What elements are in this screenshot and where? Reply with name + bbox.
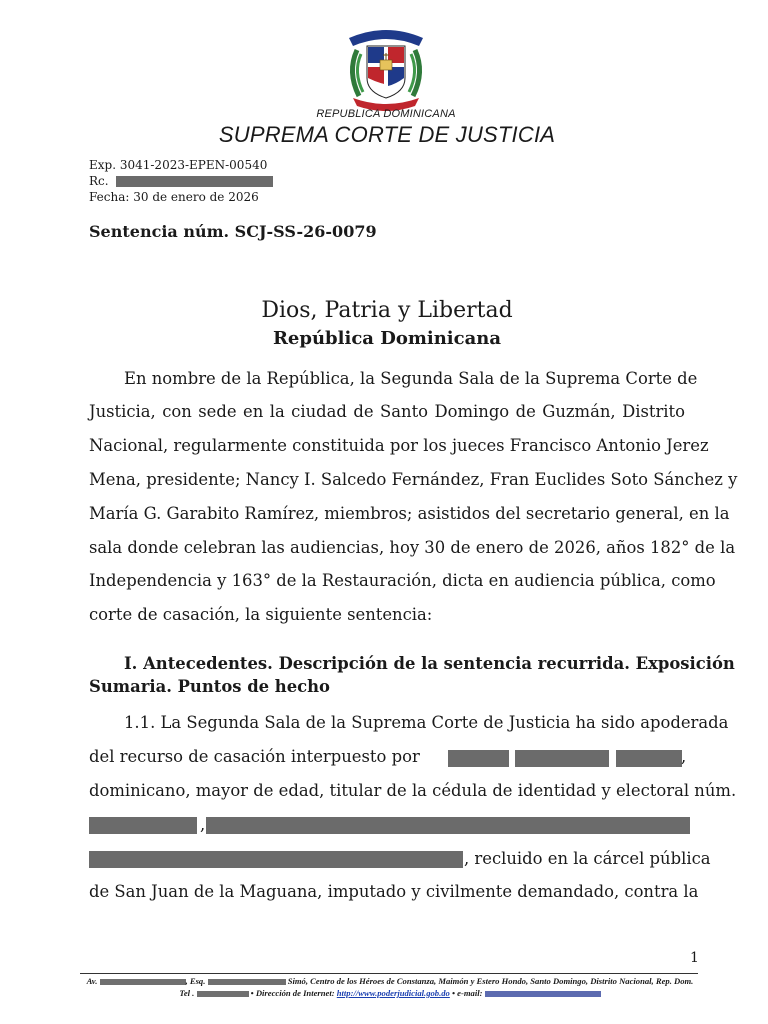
section-heading-cont: Sumaria. Puntos de hecho — [89, 677, 330, 696]
redacted-block — [197, 991, 249, 997]
paragraph-line: En nombre de la República, la Segunda Sala de la Suprema Corte de — [124, 369, 698, 388]
sentencia-number: Sentencia núm. SCJ-SS-26-0079 — [89, 222, 377, 241]
paragraph-line: sala donde celebran las audiencias, hoy 30 de enero de 2026, años 182° de la — [89, 538, 736, 557]
footer-text: Simó, Centro de los Héroes de Constanza, Maimón y Estero Hondo, Santo Domingo, Distrito Nacional, Rep. Dom. — [287, 976, 694, 986]
expediente-number: Exp. 3041-2023-EPEN-00540 — [89, 158, 268, 172]
paragraph-line: María G. Garabito Ramírez, miembros; asistidos del secretario general, en la — [89, 504, 730, 523]
header-court-name: SUPREMA CORTE DE JUSTICIA — [218, 122, 556, 147]
paragraph-line: de San Juan de la Maguana, imputado y civilmente demandado, contra la — [89, 882, 699, 901]
coat-of-arms-icon — [343, 20, 429, 112]
redacted-block — [206, 817, 690, 834]
redacted-block — [515, 750, 609, 767]
footer-text: • e-mail: — [452, 988, 483, 998]
redacted-email — [485, 991, 601, 997]
redacted-block — [89, 817, 197, 834]
paragraph-line: Justicia, con sede en la ciudad de Santo Domingo de Guzmán, Distrito — [89, 402, 685, 421]
paragraph-line: Independencia y 163° de la Restauración, dicta en audiencia pública, como — [89, 571, 716, 590]
redacted-block — [89, 851, 463, 868]
paragraph-text: , — [681, 747, 687, 766]
rc-label: Rc. — [89, 174, 109, 188]
section-heading: I. Antecedentes. Descripción de la sentencia recurrida. Exposición — [124, 654, 735, 673]
country-heading: República Dominicana — [272, 328, 502, 349]
rc-line — [89, 173, 273, 189]
paragraph-text: , — [200, 815, 206, 834]
footer-text: • Dirección de Internet: — [250, 988, 335, 998]
paragraph-line: Mena, presidente; Nancy I. Salcedo Fernández, Fran Euclides Soto Sánchez y — [89, 470, 738, 489]
redacted-block — [208, 979, 286, 985]
footer-text: , Esq. — [185, 976, 206, 986]
website-link[interactable]: http://www.poderjudicial.gob.do — [336, 988, 450, 998]
redacted-block — [448, 750, 509, 767]
footer-divider — [80, 973, 698, 974]
motto-heading: Dios, Patria y Libertad — [261, 298, 513, 323]
footer-text: Av. — [86, 976, 98, 986]
paragraph-line: corte de casación, la siguiente sentencia: — [89, 605, 433, 624]
redacted-block — [616, 750, 682, 767]
paragraph-line-with-redaction — [89, 747, 685, 766]
paragraph-text: , recluido en la cárcel pública — [464, 849, 711, 868]
fecha-line: Fecha: 30 de enero de 2026 — [89, 190, 259, 204]
redacted-block — [100, 979, 186, 985]
paragraph-line: 1.1. La Segunda Sala de la Suprema Corte de Justicia ha sido apoderada — [124, 713, 729, 732]
footer-address — [70, 976, 710, 986]
page-number: 1 — [690, 950, 699, 966]
header-republic: REPUBLICA DOMINICANA — [316, 108, 456, 120]
footer-text: Tel . — [179, 988, 195, 998]
footer-contact — [70, 988, 710, 998]
redacted-block — [116, 176, 273, 187]
paragraph-line: Nacional, regularmente constituida por los jueces Francisco Antonio Jerez — [89, 436, 709, 455]
paragraph-text: del recurso de casación interpuesto por — [89, 747, 420, 766]
paragraph-line: dominicano, mayor de edad, titular de la cédula de identidad y electoral núm. — [89, 781, 737, 800]
